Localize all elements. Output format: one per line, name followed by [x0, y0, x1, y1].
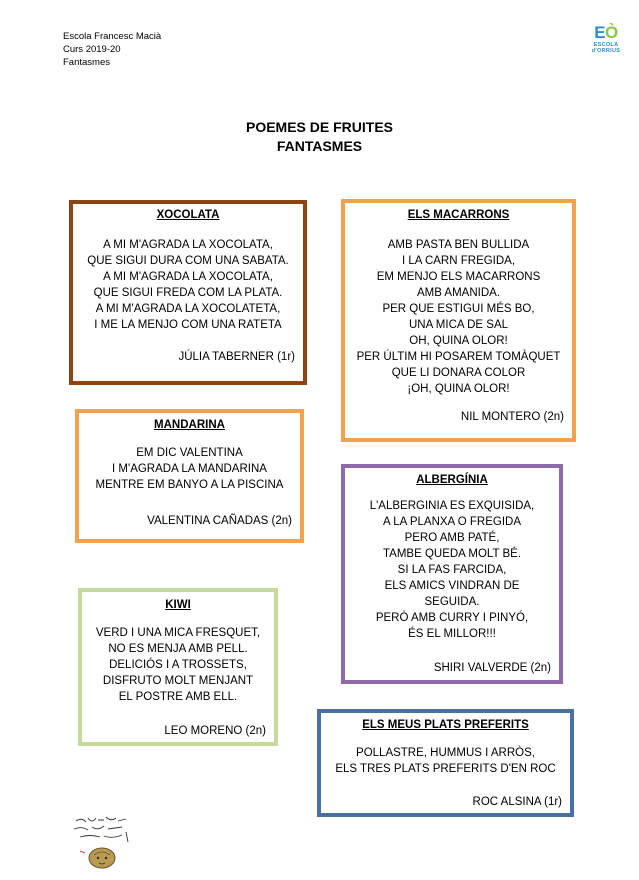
poem-line: ELS TRES PLATS PREFERITS D'EN ROC	[335, 763, 556, 775]
poem-author: SHIRI VALVERDE (2n)	[433, 662, 551, 674]
poem-line: A MI M'AGRADA LA XOCOLATA,	[103, 271, 273, 283]
poem-author: VALENTINA CAÑADAS (2n)	[147, 515, 292, 527]
poem-line: A MI M'AGRADA LA XOCOLATA,	[103, 239, 273, 251]
poem-lines	[79, 445, 300, 493]
poem-line: QUE SIGUI DURA COM UNA SABATA.	[87, 255, 289, 267]
poem-author: ROC ALSINA (1r)	[472, 796, 562, 808]
poem-line: PERÒ AMB CURRY I PINYÓ,	[375, 612, 529, 624]
group-name: Fantasmes	[63, 57, 110, 68]
poem-author: LEO MORENO (2n)	[164, 725, 266, 737]
poem-title: ALBERGÍNIA	[416, 474, 488, 486]
poem-author: JÚLIA TABERNER (1r)	[178, 351, 295, 363]
poem-box-xocolata	[69, 200, 307, 385]
poem-line: DISFRUTO MOLT MENJANT	[102, 675, 254, 687]
poem-line: I ME LA MENJO COM UNA RATETA	[94, 319, 282, 331]
poem-lines	[82, 625, 274, 705]
poem-line: NO ES MENJA AMB PELL.	[108, 643, 248, 655]
poem-line: POLLASTRE, HUMMUS I ARRÒS,	[356, 747, 535, 759]
poem-title: ELS MEUS PLATS PREFERITS	[362, 719, 529, 731]
poem-box-els-meus-plats-preferits	[317, 709, 574, 817]
poem-line: MENTRE EM BANYO A LA PISCINA	[95, 479, 284, 491]
poem-line: EL POSTRE AMB ELL.	[118, 691, 238, 703]
poem-line: A MI M'AGRADA LA XOCOLATETA,	[95, 303, 281, 315]
poem-line: ¡OH, QUINA OLOR!	[407, 383, 510, 395]
poem-line: A LA PLANXA O FREGIDA	[382, 516, 522, 528]
page-title	[0, 118, 639, 156]
poem-title: KIWI	[165, 599, 191, 611]
poem-line: OH, QUINA OLOR!	[409, 335, 508, 347]
school-logo	[583, 24, 629, 66]
poem-line: ELS AMICS VINDRAN DE	[384, 580, 520, 592]
poem-line: PER QUE ESTIGUI MÉS BO,	[382, 303, 535, 315]
poem-title: XOCOLATA	[156, 209, 220, 221]
poem-lines	[345, 237, 572, 397]
poem-line: AMB AMANIDA.	[416, 287, 501, 299]
poem-title: MANDARINA	[154, 419, 225, 431]
poem-line: I M'AGRADA LA MANDARINA	[112, 463, 267, 475]
poem-box-alberginia	[341, 464, 563, 684]
poem-line: UNA MICA DE SAL	[408, 319, 509, 331]
logo-text-line2: d'ORRIUS	[591, 48, 621, 54]
poem-box-els-macarrons	[341, 199, 576, 442]
poem-line: I LA CARN FREGIDA,	[401, 255, 516, 267]
poem-line: PERO AMB PATÉ,	[404, 532, 500, 544]
poem-line: QUE LI DONARA COLOR	[391, 367, 526, 379]
poem-line: SI LA FAS FARCIDA,	[397, 564, 507, 576]
drawing-doodle	[70, 815, 134, 871]
poem-line: PER ÚLTIM HI POSAREM TOMÀQUET	[356, 351, 561, 363]
poem-box-kiwi	[78, 588, 278, 746]
document-header	[63, 30, 161, 69]
page-title-line2: FANTASMES	[276, 138, 363, 154]
school-name: Escola Francesc Macià	[63, 31, 162, 42]
poem-line: ÉS EL MILLOR!!!	[408, 628, 496, 640]
poem-line: DELICIÓS I A TROSSETS,	[109, 659, 247, 671]
course-year: Curs 2019-20	[63, 44, 121, 55]
logo-text-line1: ESCOLA	[593, 42, 619, 48]
page-title-line1: POEMES DE FRUITES	[245, 119, 394, 135]
poem-line: VERD I UNA MICA FRESQUET,	[95, 627, 261, 639]
poem-line: QUE SIGUI FREDA COM LA PLATA.	[93, 287, 283, 299]
poem-line: EM MENJO ELS MACARRONS	[376, 271, 541, 283]
poem-title: ELS MACARRONS	[407, 209, 510, 221]
poem-line: L'ALBERGINIA ES EXQUISIDA,	[369, 500, 535, 512]
poem-line: EM DIC VALENTINA	[136, 447, 243, 459]
poem-line: SEGUIDA.	[424, 596, 480, 608]
poem-box-mandarina	[75, 409, 304, 543]
poem-lines	[321, 745, 570, 777]
logo-letter-o: Ò	[605, 23, 618, 42]
poem-author: NIL MONTERO (2n)	[460, 411, 564, 423]
poem-lines	[73, 237, 303, 333]
poem-line: AMB PASTA BEN BULLIDA	[387, 239, 530, 251]
logo-letter-e: E	[594, 23, 606, 42]
poem-line: TAMBE QUEDA MOLT BÉ.	[382, 548, 522, 560]
poem-lines	[345, 498, 559, 642]
